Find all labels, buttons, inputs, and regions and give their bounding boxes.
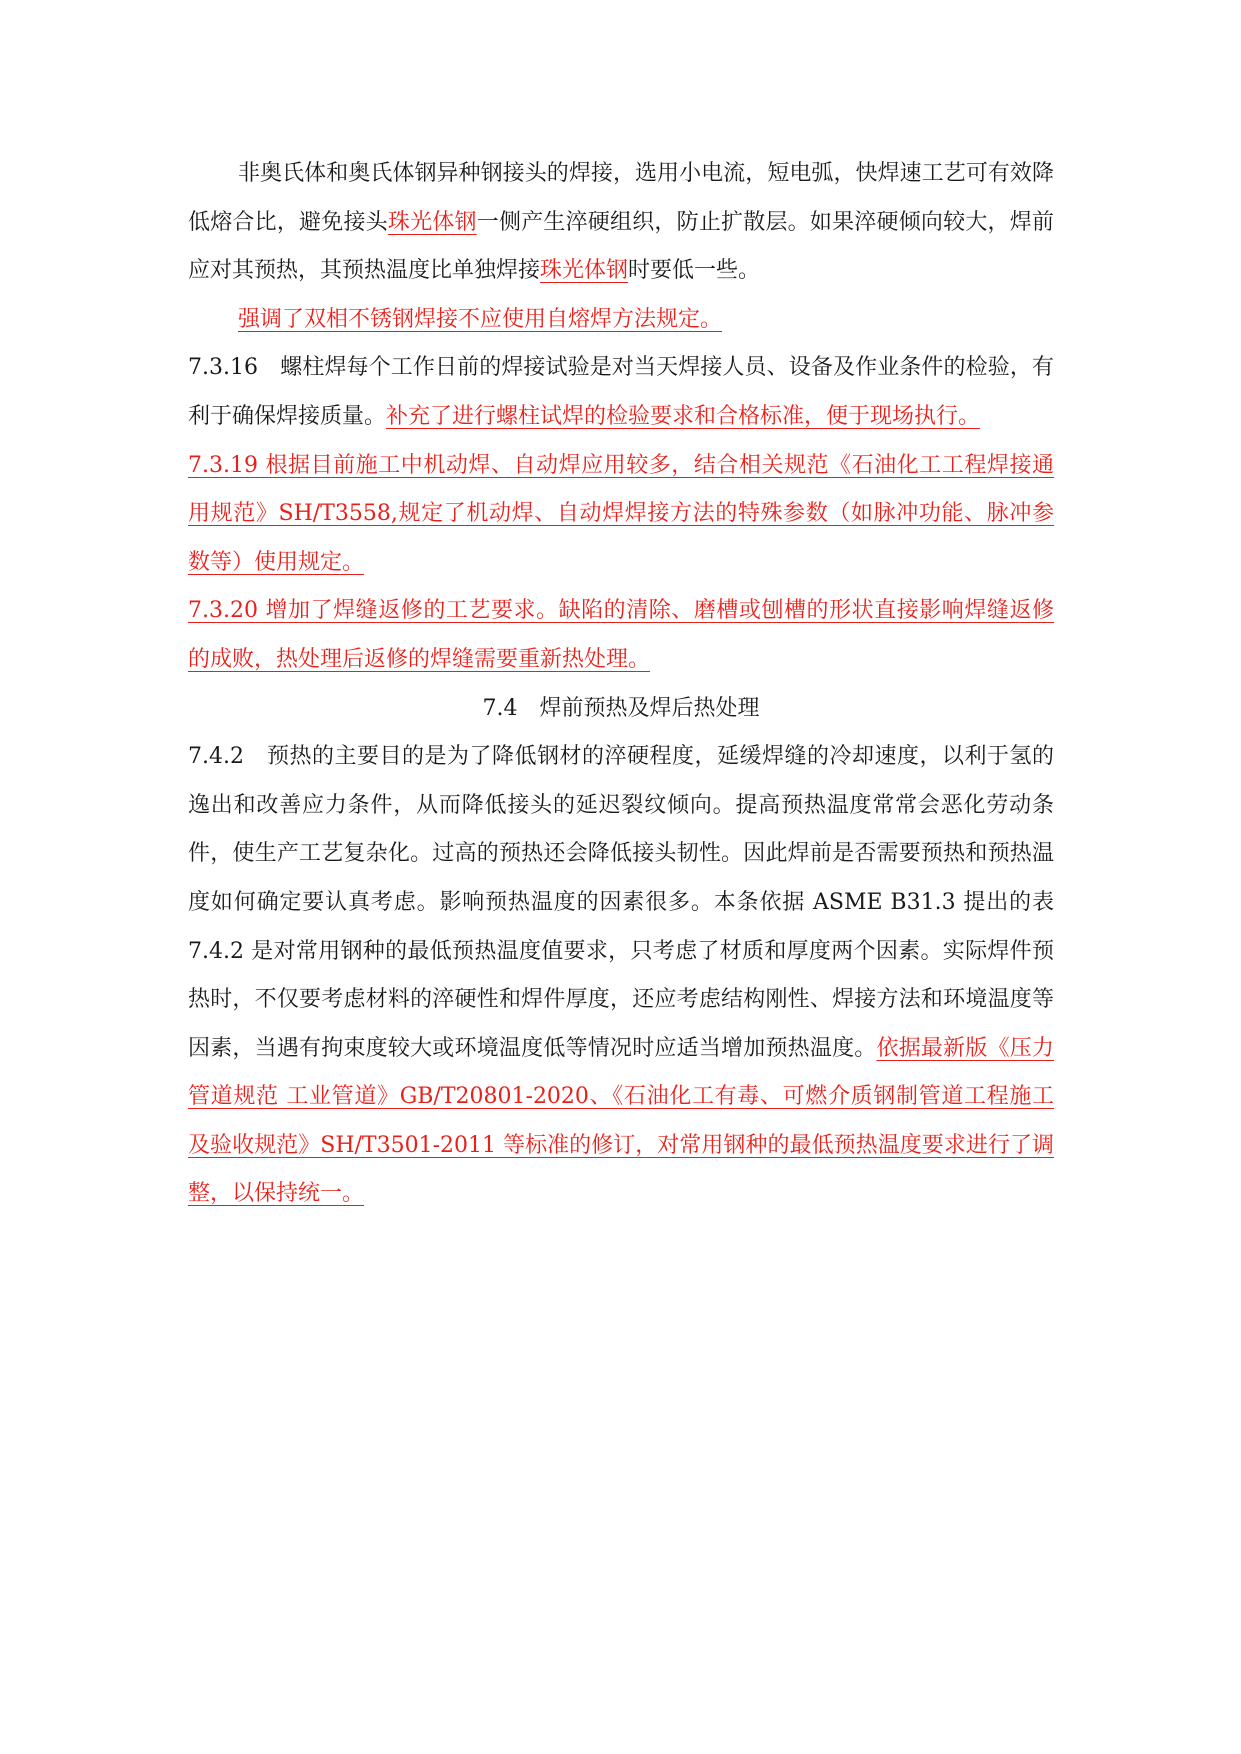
- paragraph-7-3-19: [188, 442, 1054, 588]
- revision-text: 珠光体钢: [540, 258, 629, 284]
- text-run: 预热的主要目的是为了降低钢材的淬硬程度，延缓焊缝的冷却速度，以利于氢的逸出和改善应力条件，从而降低接头的延迟裂纹倾向。提高预热温度常常会恶化劳动条件，使生产工艺复杂化。过高的预热还会降低接头韧性。因此焊前是否需要预热和预热温度如何确定要认真考虑。影响预热温度的因素很多。本条依据 ASME B31.3 提出的表 7.4.2 是对常用钢种的最低预热温度值要求，只考虑了材质和厚度两个因素。实际焊件预热时，不仅要考虑材料的淬硬性和焊件厚度，还应考虑结构刚性、焊接方法和环境温度等因素，当遇有拘束度较大或环境温度低等情况时应适当增加预热温度。: [188, 744, 1054, 1061]
- text-run: 时要低一些。: [628, 258, 761, 284]
- paragraph-duplex-note: [188, 296, 1054, 345]
- paragraph-7-3-16: [188, 344, 1054, 441]
- paragraph-7-4-2: [188, 733, 1054, 1219]
- paragraph-7-3-20: [188, 587, 1054, 684]
- section-title: 焊前预热及焊后热处理: [539, 695, 760, 721]
- section-heading: [188, 685, 1054, 734]
- paragraph-dissimilar-steel: [188, 150, 1054, 296]
- text-run: 非奥氏体和奥氏体钢异种钢接头的焊接，选用小电流，短电弧，快焊速工艺可有效降低熔合比，避免接头: [188, 161, 1054, 235]
- clause-number: 7.4.2: [188, 744, 244, 770]
- text-run: 一侧产生淬硬组织，防止扩散层。如果淬硬倾向较大，焊前应对其预热，其预热温度比单独焊接: [188, 209, 1054, 284]
- clause-number: 7.3.16: [188, 355, 258, 381]
- text-run: 螺柱焊每个工作日前的焊接试验是对当天焊接人员、设备及作业条件的检验，有利于确保焊接质量。: [188, 355, 1054, 429]
- revision-text: 7.3.19 根据目前施工中机动焊、自动焊应用较多，结合相关规范《石油化工工程焊接通用规范》SH/T3558,规定了机动焊、自动焊焊接方法的特殊参数（如脉冲功能、脉冲参数等）使用规定。: [188, 452, 1054, 575]
- revision-text: 珠光体钢: [387, 209, 477, 235]
- revision-text: 依据最新版《压力管道规范 工业管道》GB/T20801-2020、《石油化工有毒、可燃介质钢制管道工程施工及验收规范》SH/T3501-2011 等标准的修订，对常用钢种的最低预热温度要求进行了调整，以保持统一。: [188, 1035, 1054, 1207]
- revision-text: 强调了双相不锈钢焊接不应使用自熔焊方法规定。: [238, 306, 723, 332]
- section-number: 7.4: [482, 695, 518, 721]
- revision-text: 7.3.20 增加了焊缝返修的工艺要求。缺陷的清除、磨槽或刨槽的形状直接影响焊缝返修的成败，热处理后返修的焊缝需要重新热处理。: [188, 598, 1054, 672]
- revision-text: 补充了进行螺柱试焊的检验要求和合格标准，便于现场执行。: [386, 403, 981, 429]
